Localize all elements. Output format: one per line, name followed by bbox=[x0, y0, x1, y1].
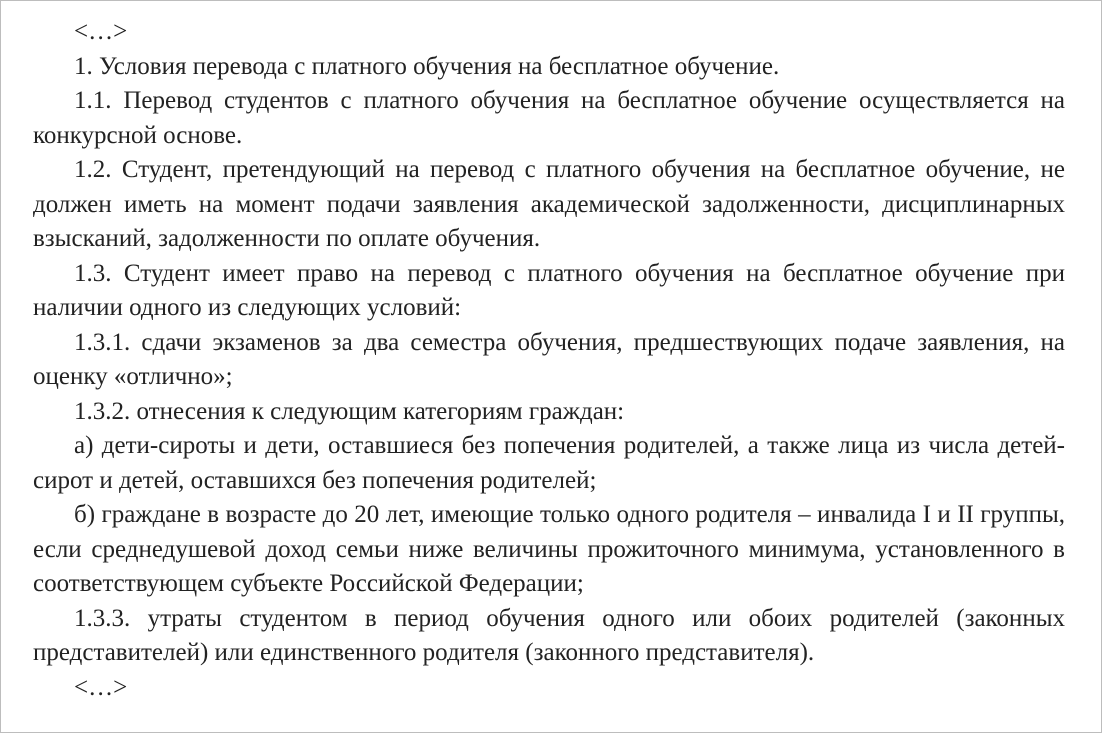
clause-1-3: 1.3. Студент имеет право на перевод с платного обучения на бесплатное обучение при наличии одного из следующих условий: bbox=[33, 259, 1065, 321]
document-body bbox=[33, 15, 1065, 705]
ellipsis-end: <…> bbox=[74, 673, 128, 701]
clause-1-3-2-b: б) граждане в возрасте до 20 лет, имеющие только одного родителя – инвалида I и II группы, если среднедушевой доход семьи ниже величины прожиточного минимума, установленного в соответствующем субъекте Российской Федерации; bbox=[33, 501, 1065, 597]
ellipsis-start: <…> bbox=[74, 18, 128, 45]
clause-1-3-2-a: а) дети-сироты и дети, оставшиеся без попечения родителей, а также лица из числа детей-сирот и детей, оставшихся без попечения родителей; bbox=[33, 432, 1065, 494]
clause-1-2: 1.2. Студент, претендующий на перевод с платного обучения на бесплатное обучение, не должен иметь на момент подачи заявления академической задолженности, дисциплинарных взысканий, задолженности по оплате обучения. bbox=[33, 156, 1065, 252]
section-1-heading: 1. Условия перевода с платного обучения на бесплатное обучение. bbox=[74, 52, 780, 80]
clause-1-3-2: 1.3.2. отнесения к следующим категориям граждан: bbox=[74, 397, 625, 425]
clause-1-1: 1.1. Перевод студентов с платного обучения на бесплатное обучение осуществляется на конкурсной основе. bbox=[33, 87, 1065, 149]
clause-1-3-1: 1.3.1. сдачи экзаменов за два семестра обучения, предшествующих подаче заявления, на оценку «отлично»; bbox=[33, 328, 1065, 390]
clause-1-3-3: 1.3.3. утраты студентом в период обучения одного или обоих родителей (законных представителей) или единственного родителя (законного представителя). bbox=[33, 604, 1065, 666]
